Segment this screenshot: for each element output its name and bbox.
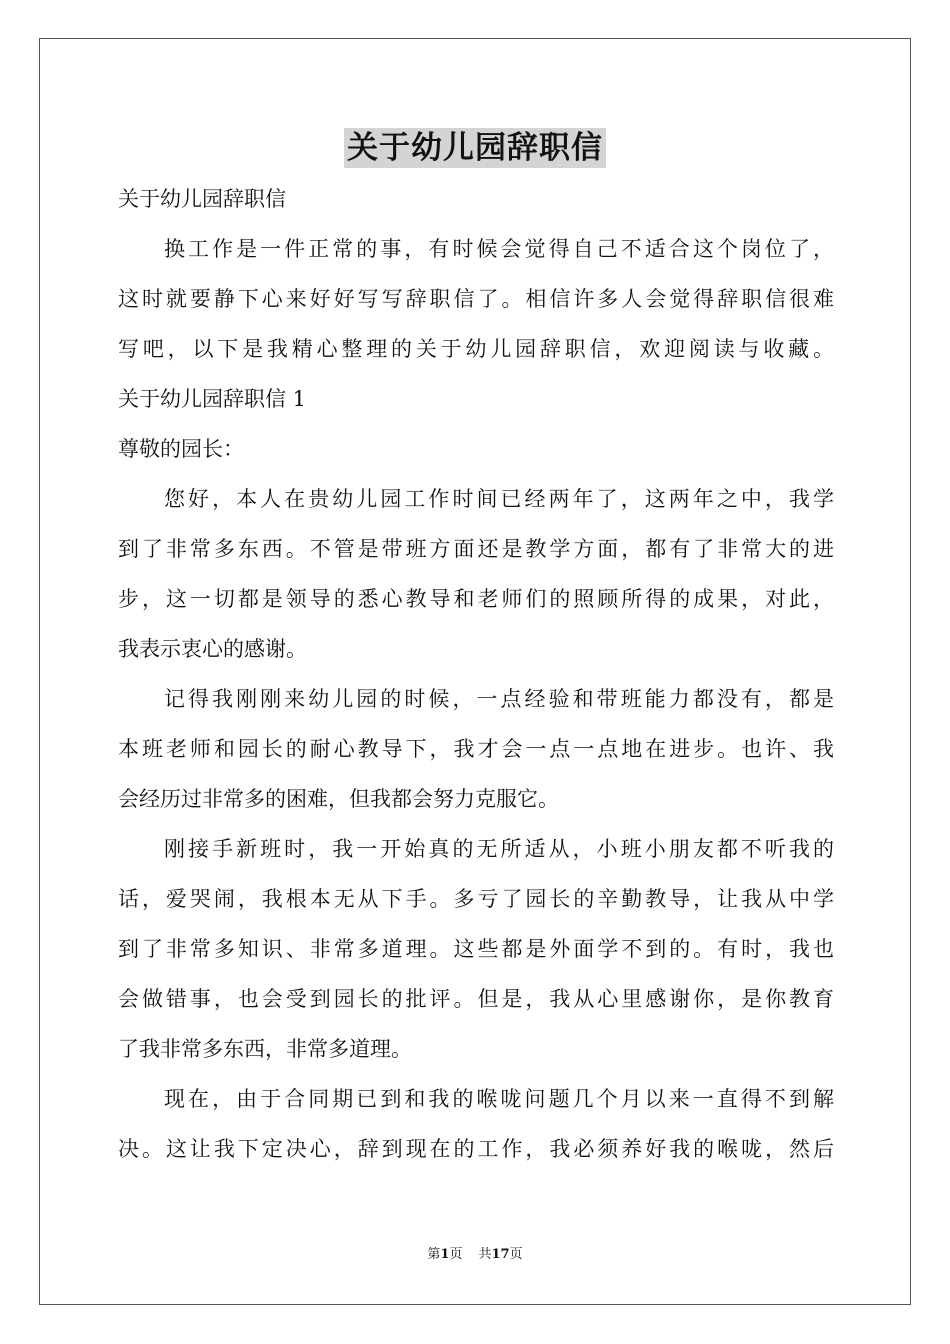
text-line: 本班老师和园长的耐心教导下，我才会一点一点地在进步。也许、我 (118, 737, 834, 761)
text-line: 关于幼儿园辞职信 (118, 187, 286, 211)
document-title: 关于幼儿园辞职信 (344, 128, 606, 168)
text-line: 到了非常多知识、非常多道理。这些都是外面学不到的。有时，我也 (118, 937, 834, 961)
text-line: 会经历过非常多的困难，但我都会努力克服它。 (118, 787, 559, 811)
page-footer (0, 1246, 950, 1264)
text-line: 尊敬的园长： (118, 437, 244, 461)
text-line: 步，这一切都是领导的悉心教导和老师们的照顾所得的成果，对此， (118, 587, 834, 611)
text-line: 我表示衷心的感谢。 (118, 637, 307, 661)
text-line: 会做错事，也会受到园长的批评。但是，我从心里感谢你，是你教育 (118, 987, 834, 1011)
text-line: 写吧，以下是我精心整理的关于幼儿园辞职信，欢迎阅读与收藏。 (118, 337, 834, 361)
total-prefix: 共 (478, 1247, 492, 1262)
text-line: 刚接手新班时，我一开始真的无所适从，小班小朋友都不听我的 (164, 837, 834, 861)
text-line: 您好，本人在贵幼儿园工作时间已经两年了，这两年之中，我学 (164, 487, 834, 511)
page-number: 1 (440, 1247, 450, 1262)
total-pages: 17 (491, 1247, 510, 1262)
text-line: 决。这让我下定决心，辞到现在的工作，我必须养好我的喉咙，然后 (118, 1137, 834, 1161)
text-line: 关于幼儿园辞职信 1 (118, 387, 307, 411)
text-line: 记得我刚刚来幼儿园的时候，一点经验和带班能力都没有，都是 (164, 687, 834, 711)
document-body (118, 174, 834, 1174)
text-line: 话，爱哭闹，我根本无从下手。多亏了园长的辛勤教导，让我从中学 (118, 887, 834, 911)
text-line: 了我非常多东西，非常多道理。 (118, 1037, 412, 1061)
title-container (0, 128, 950, 168)
text-line: 现在，由于合同期已到和我的喉咙问题几个月以来一直得不到解 (164, 1087, 834, 1111)
page-prefix: 第 (427, 1247, 441, 1262)
total-suffix: 页 (509, 1247, 523, 1262)
text-line: 到了非常多东西。不管是带班方面还是教学方面，都有了非常大的进 (118, 537, 834, 561)
text-line: 这时就要静下心来好好写写辞职信了。相信许多人会觉得辞职信很难 (118, 287, 834, 311)
text-line: 换工作是一件正常的事，有时候会觉得自己不适合这个岗位了， (164, 237, 834, 261)
page-suffix: 页 (449, 1247, 463, 1262)
